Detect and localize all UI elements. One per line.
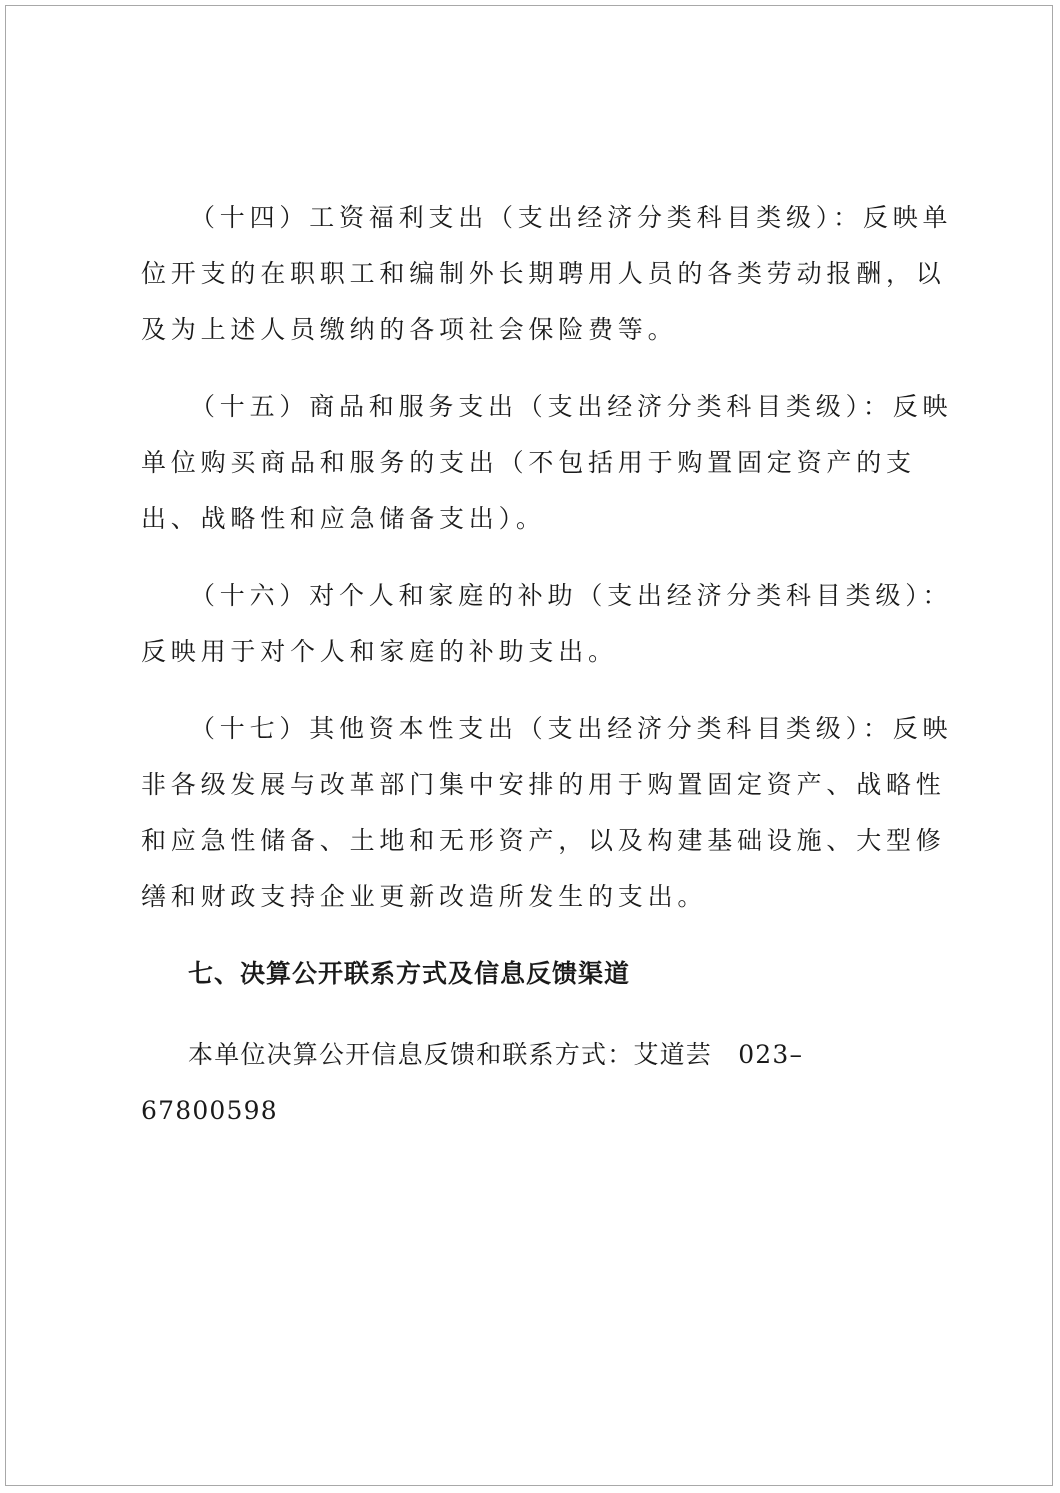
paragraph-16-line-1: （十六）对个人和家庭的补助（支出经济分类科目类级）：	[190, 581, 953, 610]
paragraph-17-line-2: 非各级发展与改革部门集中安排的用于购置固定资产、战略性	[141, 770, 946, 799]
paragraph-16-line-2: 反映用于对个人和家庭的补助支出。	[141, 637, 618, 666]
paragraph-17-line-1: （十七）其他资本性支出（支出经济分类科目类级）：反映	[190, 714, 953, 743]
paragraph-14-line-2: 位开支的在职职工和编制外长期聘用人员的各类劳动报酬，以	[141, 259, 946, 288]
paragraph-17-line-4: 缮和财政支持企业更新改造所发生的支出。	[141, 882, 708, 911]
contact-line-2: 67800598	[141, 1096, 278, 1125]
paragraph-14-line-1: （十四）工资福利支出（支出经济分类科目类级）：反映单	[190, 203, 953, 232]
paragraph-15-line-1: （十五）商品和服务支出（支出经济分类科目类级）：反映	[190, 392, 953, 421]
section-heading: 七、决算公开联系方式及信息反馈渠道	[188, 959, 631, 988]
contact-line-1: 本单位决算公开信息反馈和联系方式：艾道芸 023–	[188, 1040, 804, 1069]
paragraph-15-line-2: 单位购买商品和服务的支出（不包括用于购置固定资产的支	[141, 448, 916, 477]
paragraph-15-line-3: 出、战略性和应急储备支出）。	[141, 504, 546, 533]
paragraph-14-line-3: 及为上述人员缴纳的各项社会保险费等。	[141, 315, 678, 344]
paragraph-17-line-3: 和应急性储备、土地和无形资产，以及构建基础设施、大型修	[141, 826, 946, 855]
